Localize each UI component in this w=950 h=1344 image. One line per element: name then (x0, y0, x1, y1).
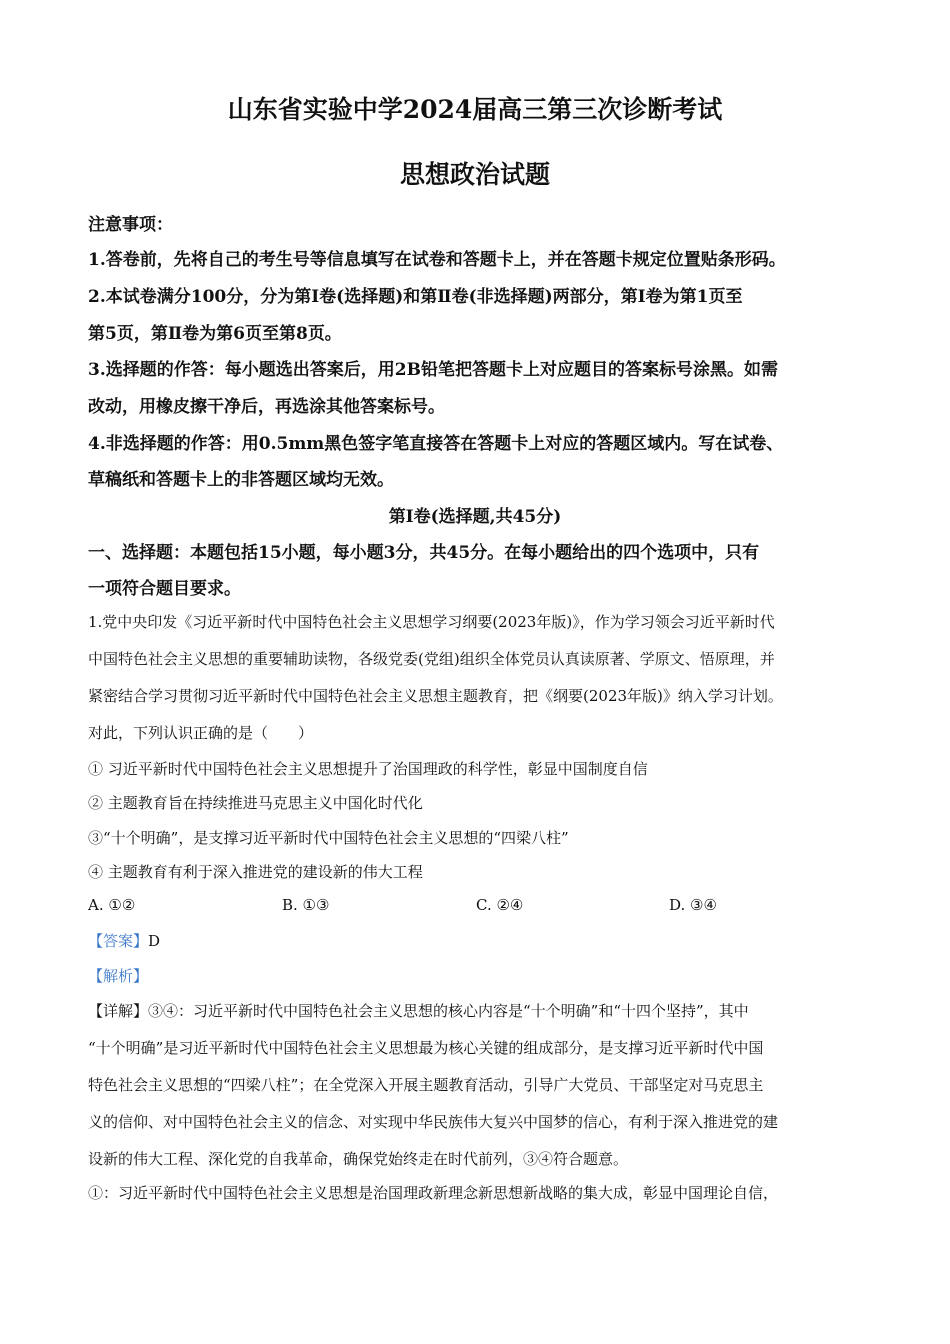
detail-line: 义的信仰、对中国特色社会主义的信念、对实现中华民族伟大复兴中国梦的信心，有利于深入推进党的建 (88, 1113, 779, 1131)
answer-value: D (148, 932, 161, 950)
option-c: C. ②④ (476, 896, 524, 914)
notice-item: 第5页，第Ⅱ卷为第6页至第8页。 (88, 324, 342, 344)
section-title: 第Ⅰ卷(选择题,共45分) (388, 507, 562, 527)
question-stem: 中国特色社会主义思想的重要辅助读物，各级党委(党组)组织全体党员认真读原著、学原文、悟原理，并 (88, 650, 775, 668)
detail-line: 设新的伟大工程、深化党的自我革命，确保党始终走在时代前列，③④符合题意。 (88, 1150, 629, 1168)
statement: ③“十个明确”，是支撑习近平新时代中国特色社会主义思想的“四梁八柱” (88, 829, 569, 847)
part-heading: 一、选择题：本题包括15小题，每小题3分，共45分。在每小题给出的四个选项中，只有 (88, 543, 760, 563)
option-d: D. ③④ (669, 896, 717, 914)
detail-line: “十个明确”是习近平新时代中国特色社会主义思想最为核心关键的组成部分，是支撑习近平新时代中国 (88, 1039, 764, 1057)
detail-line: 特色社会主义思想的“四梁八柱”；在全党深入开展主题教育活动，引导广大党员、干部坚定对马克思主 (88, 1076, 764, 1094)
exam-title: 山东省实验中学2024届高三第三次诊断考试 (227, 95, 723, 124)
statement: ① 习近平新时代中国特色社会主义思想提升了治国理政的科学性，彰显中国制度自信 (88, 760, 648, 778)
answer-label: 【答案】 (88, 932, 149, 950)
notice-item: 改动，用橡皮擦干净后，再选涂其他答案标号。 (88, 397, 445, 417)
detail-line: 【详解】③④：习近平新时代中国特色社会主义思想的核心内容是“十个明确”和“十四个坚持”，其中 (88, 1002, 749, 1020)
analysis-label: 【解析】 (88, 967, 149, 985)
notice-item: 3.选择题的作答：每小题选出答案后，用2B铅笔把答题卡上对应题目的答案标号涂黑。如需 (88, 360, 778, 380)
exam-subtitle: 思想政治试题 (399, 160, 550, 189)
notice-heading: 注意事项： (88, 215, 173, 235)
option-a: A. ①② (88, 896, 136, 914)
notice-item: 2.本试卷满分100分，分为第Ⅰ卷(选择题)和第Ⅱ卷(非选择题)两部分，第Ⅰ卷为第1页至 (88, 287, 743, 307)
question-stem: 紧密结合学习贯彻习近平新时代中国特色社会主义思想主题教育，把《纲要(2023年版)》纳入学习计划。 (88, 687, 783, 705)
notice-item: 4.非选择题的作答：用0.5mm黑色签字笔直接答在答题卡上对应的答题区域内。写在试卷、 (88, 434, 784, 454)
statement: ④ 主题教育有利于深入推进党的建设新的伟大工程 (88, 863, 423, 881)
question-stem: 1.党中央印发《习近平新时代中国特色社会主义思想学习纲要(2023年版)》，作为学习领会习近平新时代 (88, 613, 775, 631)
statement: ② 主题教育旨在持续推进马克思主义中国化时代化 (88, 794, 423, 812)
part-heading: 一项符合题目要求。 (88, 579, 241, 599)
option-b: B. ①③ (282, 896, 330, 914)
detail-line: ①：习近平新时代中国特色社会主义思想是治国理政新理念新思想新战略的集大成，彰显中国理论自信， (88, 1184, 779, 1202)
question-stem: 对此，下列认识正确的是（ ） (88, 724, 314, 742)
answer-line (88, 930, 160, 951)
notice-item: 草稿纸和答题卡上的非答题区域均无效。 (88, 470, 394, 490)
notice-item: 1.答卷前，先将自己的考生号等信息填写在试卷和答题卡上，并在答题卡规定位置贴条形码。 (88, 250, 786, 270)
